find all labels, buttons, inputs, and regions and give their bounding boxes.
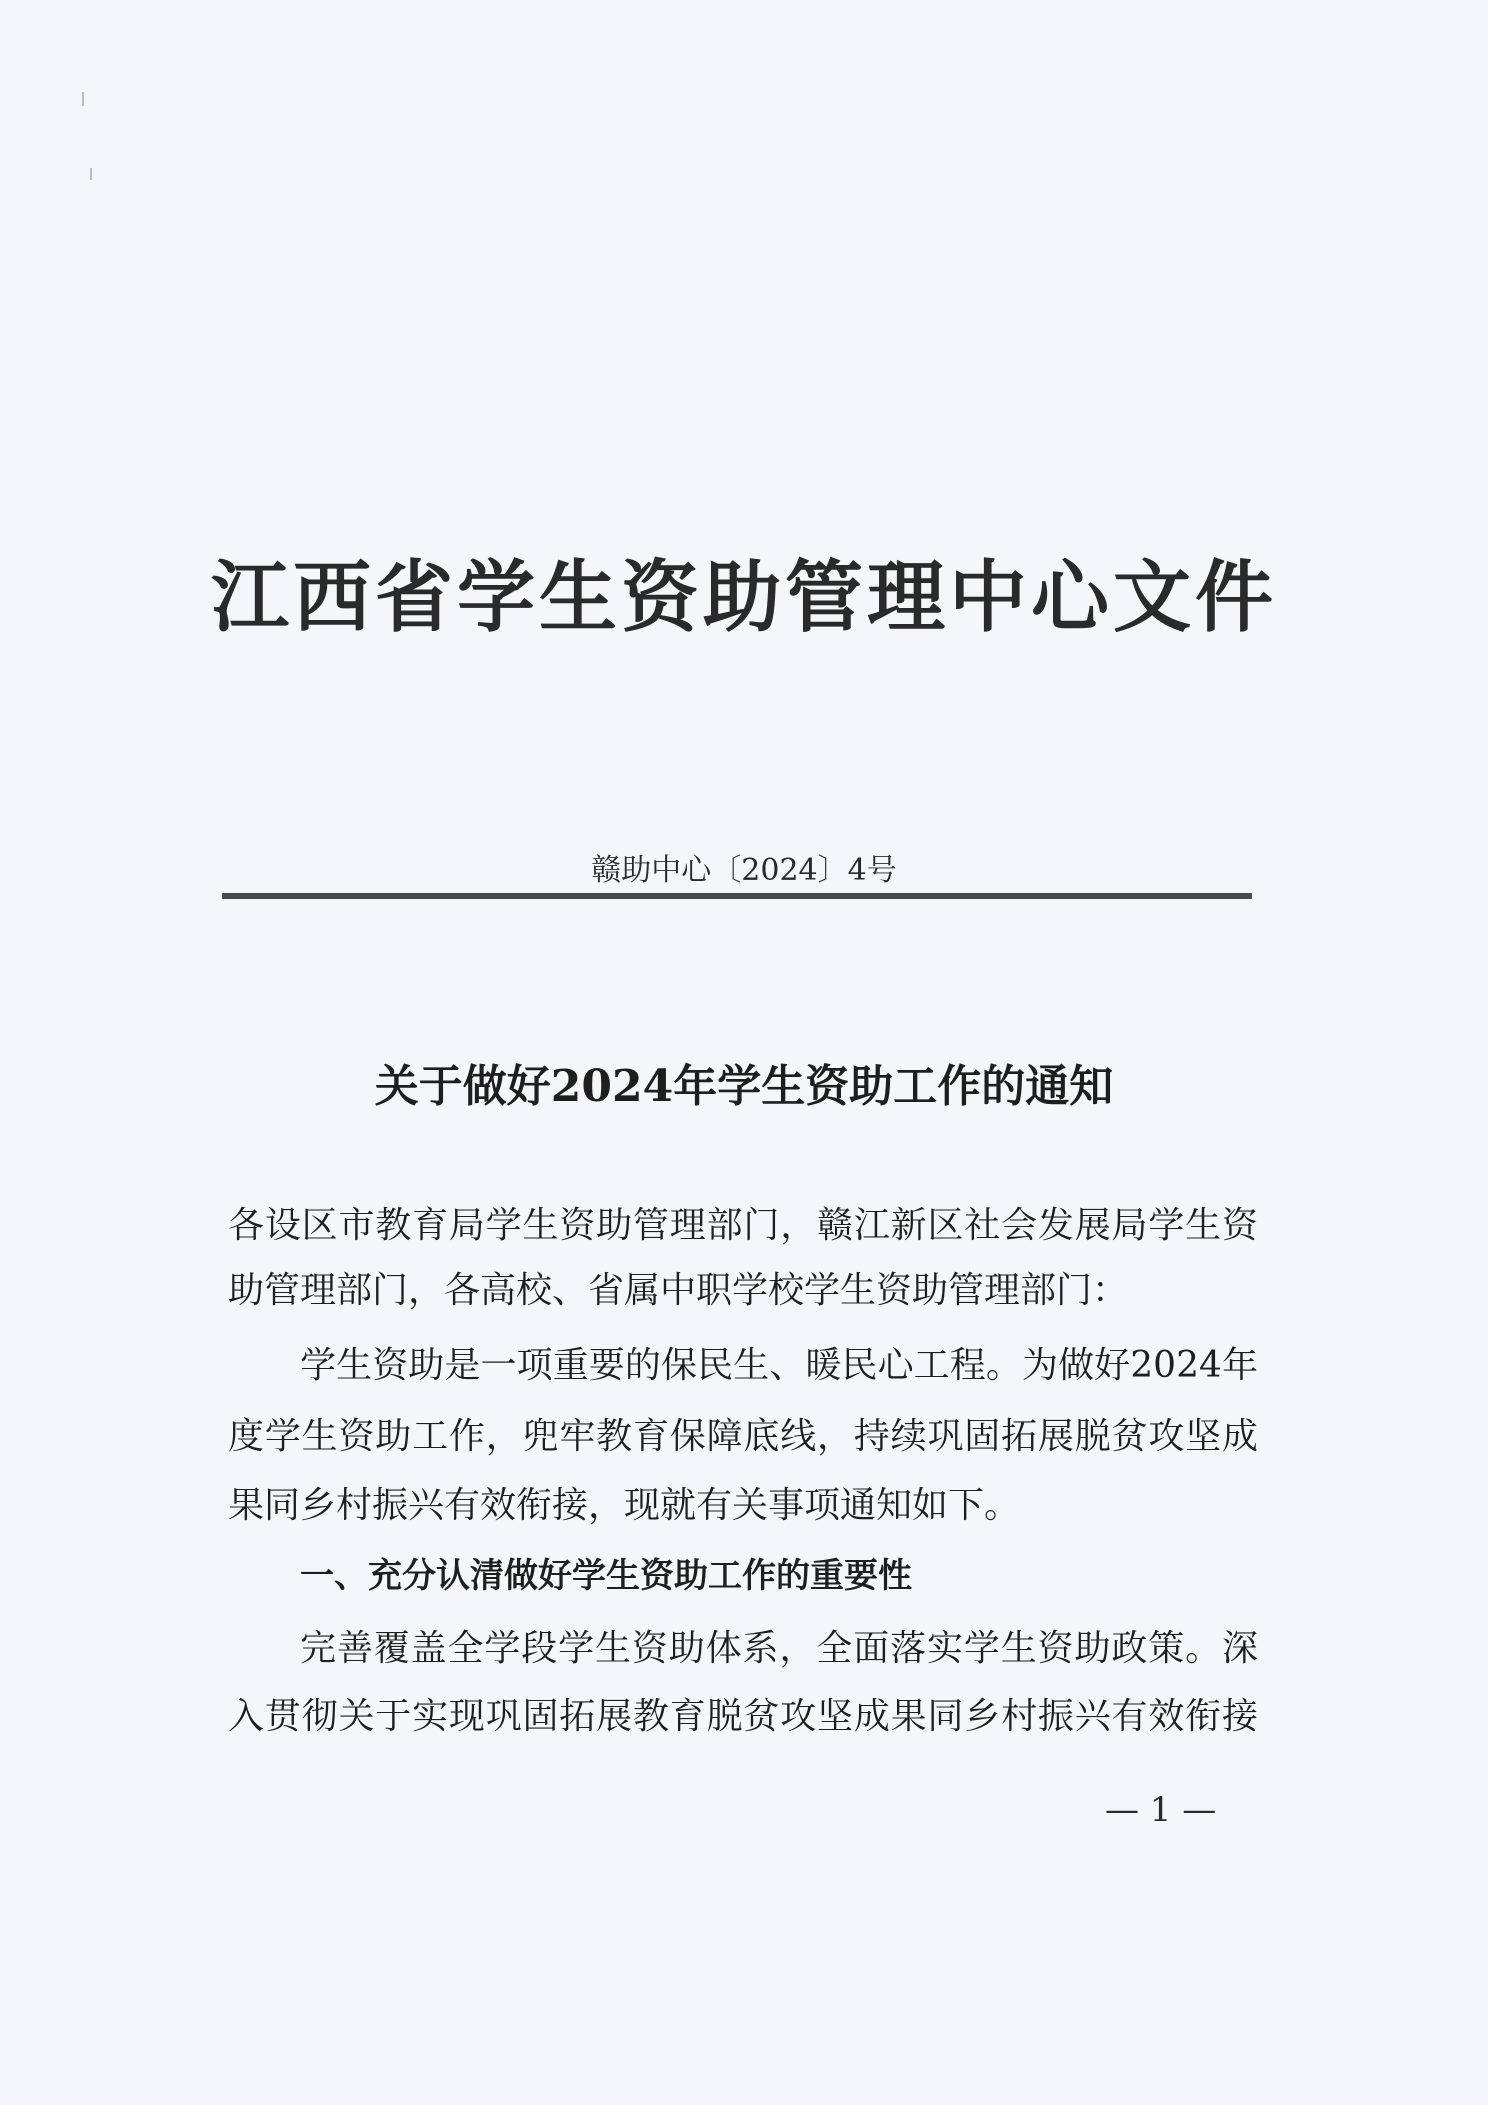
page-number: — 1 — [1105,1790,1217,1830]
paragraph-line: 度学生资助工作，兜牢教育保障底线，持续巩固拓展脱贫攻坚成 [228,1416,1258,1457]
document-number: 赣助中心〔2024〕4号 [591,853,897,888]
paragraph-line: 学生资助是一项重要的保民生、暖民心工程。为做好2024年 [300,1345,1258,1386]
paragraph-line: 各设区市教育局学生资助管理部门，赣江新区社会发展局学生资 [228,1205,1258,1246]
paragraph-line: 果同乡村振兴有效衔接，现就有关事项通知如下。 [228,1485,1021,1526]
notice-title: 关于做好2024年学生资助工作的通知 [374,1061,1114,1112]
paragraph-line: 完善覆盖全学段学生资助体系，全面落实学生资助政策。深 [300,1628,1258,1669]
scan-artifact [90,168,92,180]
issuer-title: 江西省学生资助管理中心文件 [210,552,1277,643]
header-divider [222,893,1252,899]
section-heading: 一、充分认清做好学生资助工作的重要性 [300,1556,912,1596]
paragraph-line: 入贯彻关于实现巩固拓展教育脱贫攻坚成果同乡村振兴有效衔接 [228,1696,1258,1737]
paragraph-line: 助管理部门，各高校、省属中职学校学生资助管理部门： [228,1270,1129,1311]
scan-artifact [82,92,84,106]
